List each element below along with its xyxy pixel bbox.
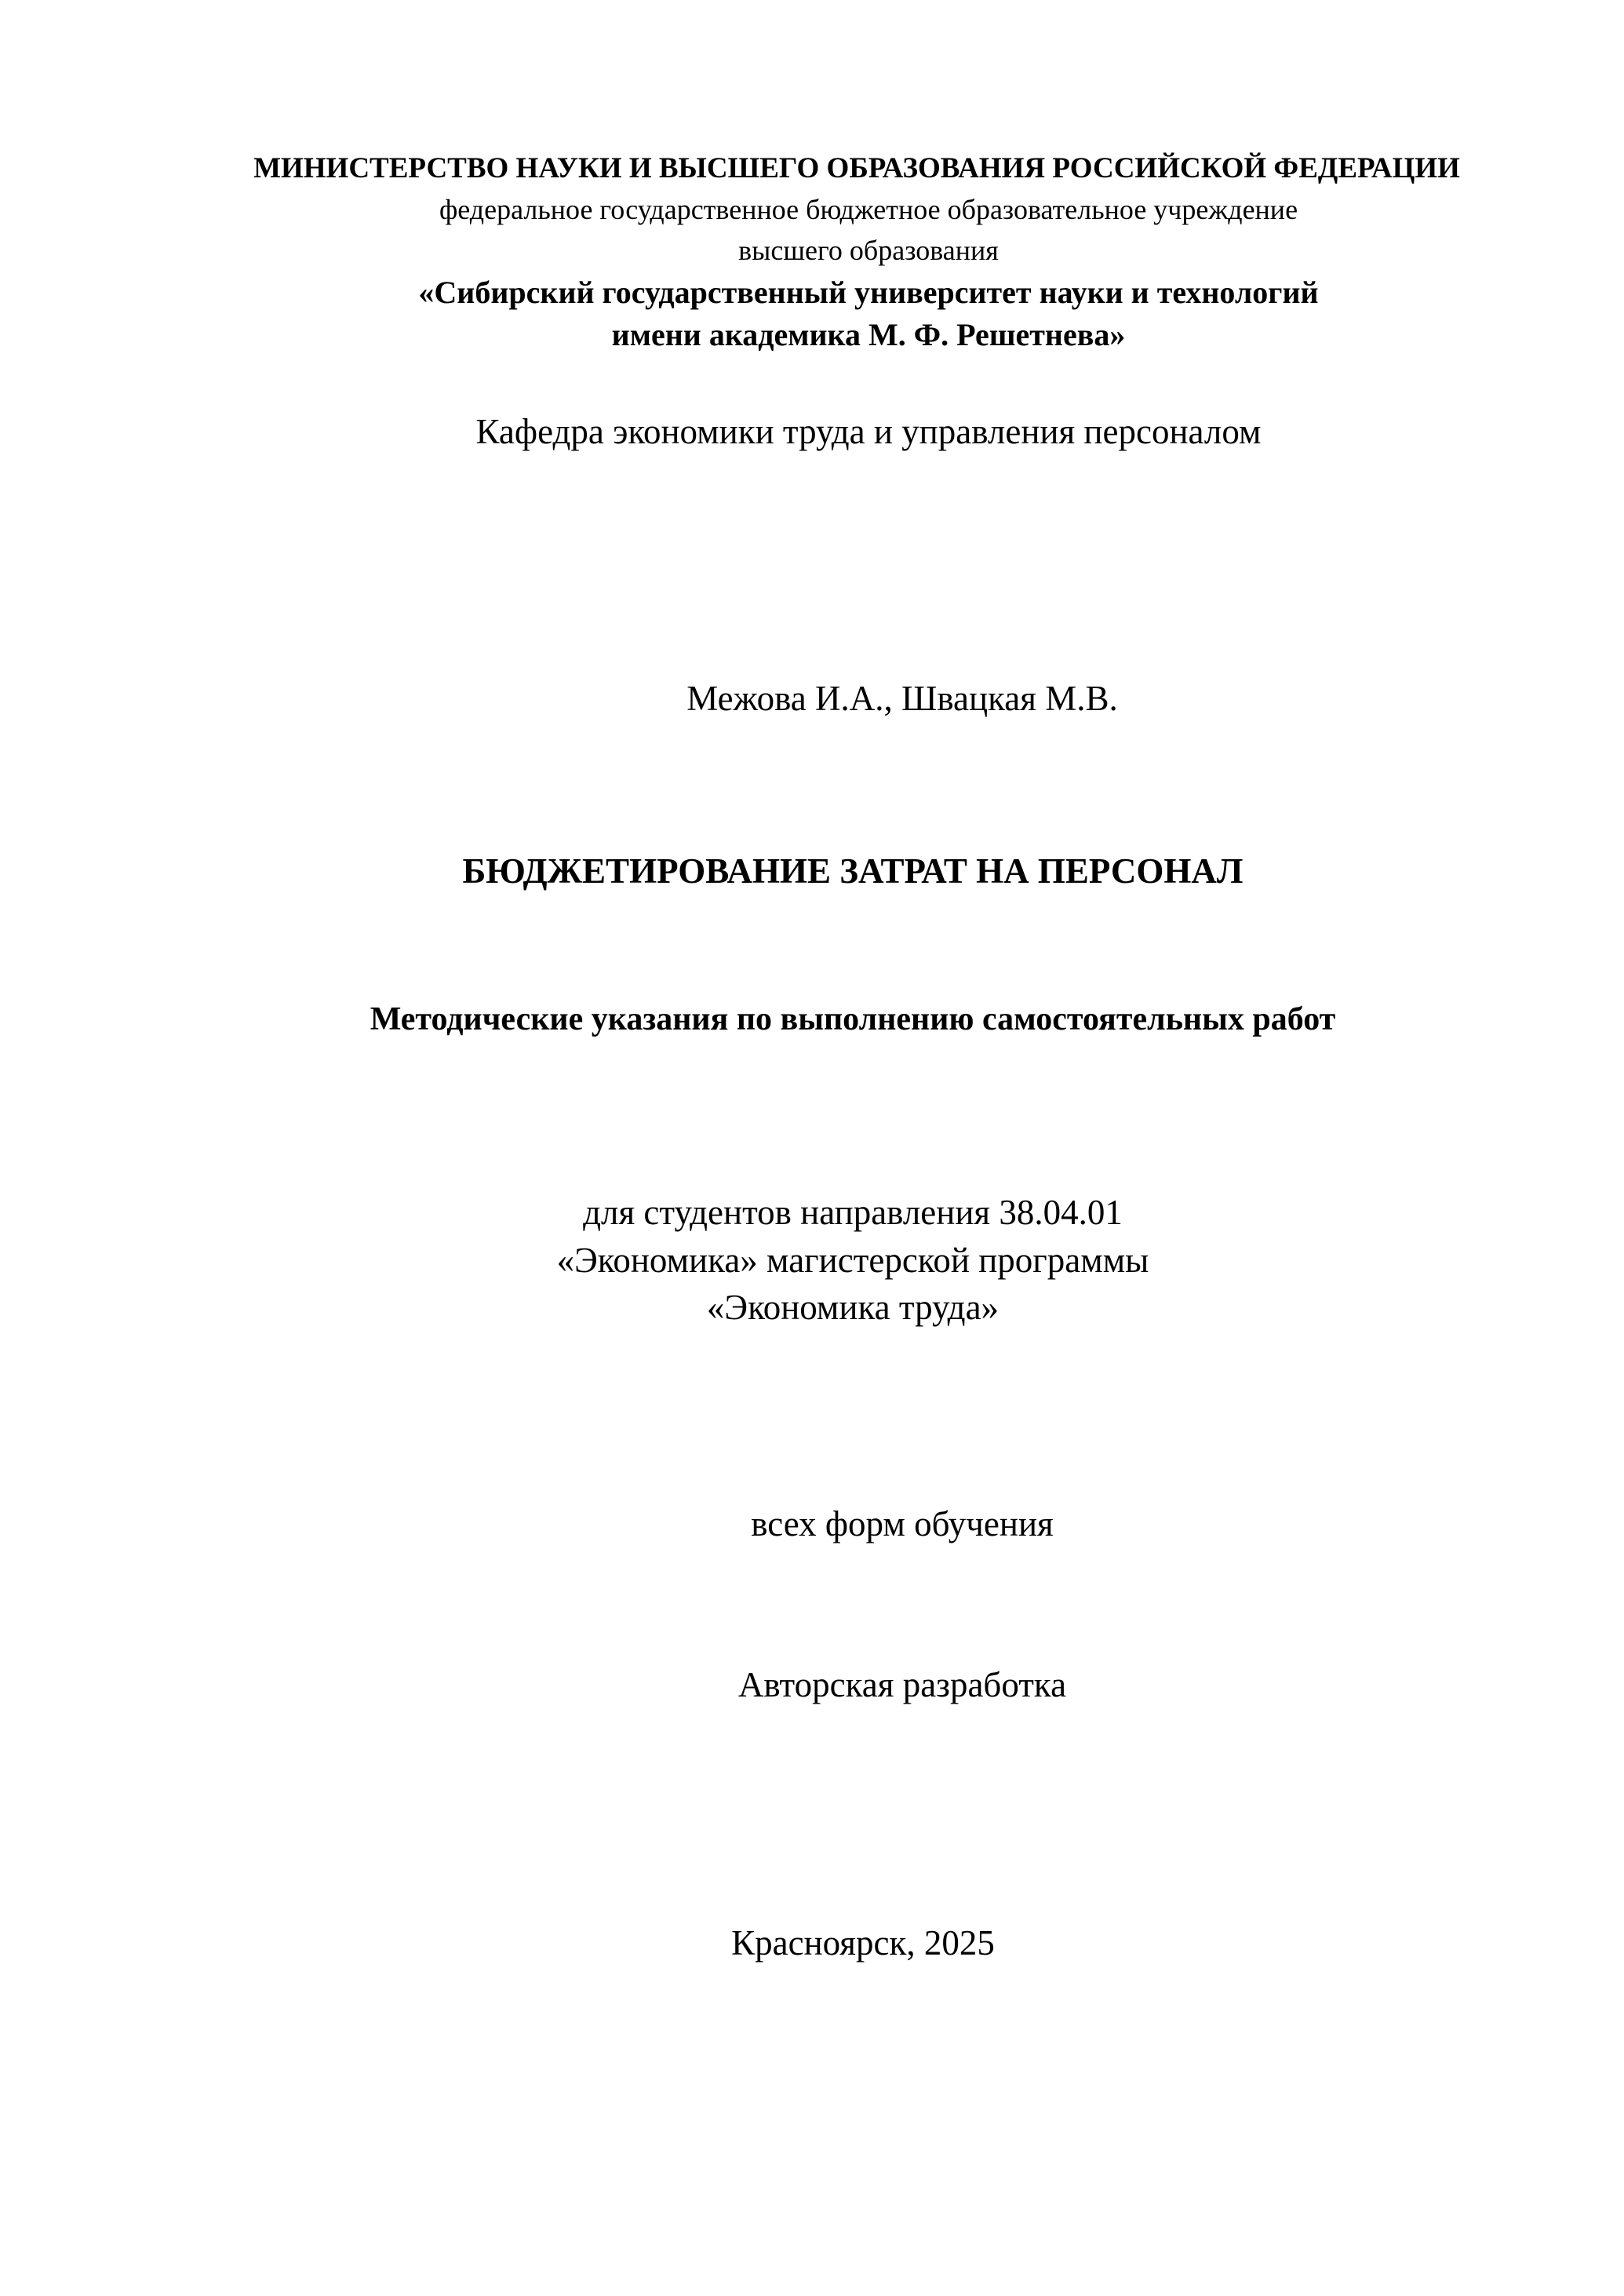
authors: Межова И.А., Швацкая М.В.: [686, 679, 1118, 718]
document-subtitle: Методические указания по выполнению самостоятельных работ: [370, 1001, 1336, 1037]
university-name-line-2: имени академика М. Ф. Решетнева»: [611, 317, 1126, 352]
ministry-heading: МИНИСТЕРСТВО НАУКИ И ВЫСШЕГО ОБРАЗОВАНИЯ РОССИЙСКОЙ ФЕДЕРАЦИИ: [253, 152, 1460, 184]
university-name-line-1: «Сибирский государственный университет науки и технологий: [418, 275, 1319, 310]
institution-type-line-2: высшего образования: [738, 235, 999, 266]
audience-line-1: для студентов направления 38.04.01: [583, 1193, 1123, 1232]
city-year: Красноярск, 2025: [731, 1923, 995, 1963]
audience-line-2: «Экономика» магистерской программы: [556, 1241, 1149, 1280]
study-forms: всех форм обучения: [751, 1504, 1054, 1543]
audience-line-3: «Экономика труда»: [706, 1288, 1000, 1327]
document-title: БЮДЖЕТИРОВАНИЕ ЗАТРАТ НА ПЕРСОНАЛ: [462, 851, 1243, 891]
edition-note: Авторская разработка: [737, 1665, 1067, 1704]
institution-type-line-1: федеральное государственное бюджетное образовательное учреждение: [439, 194, 1298, 225]
department-name: Кафедра экономики труда и управления персоналом: [475, 412, 1262, 451]
